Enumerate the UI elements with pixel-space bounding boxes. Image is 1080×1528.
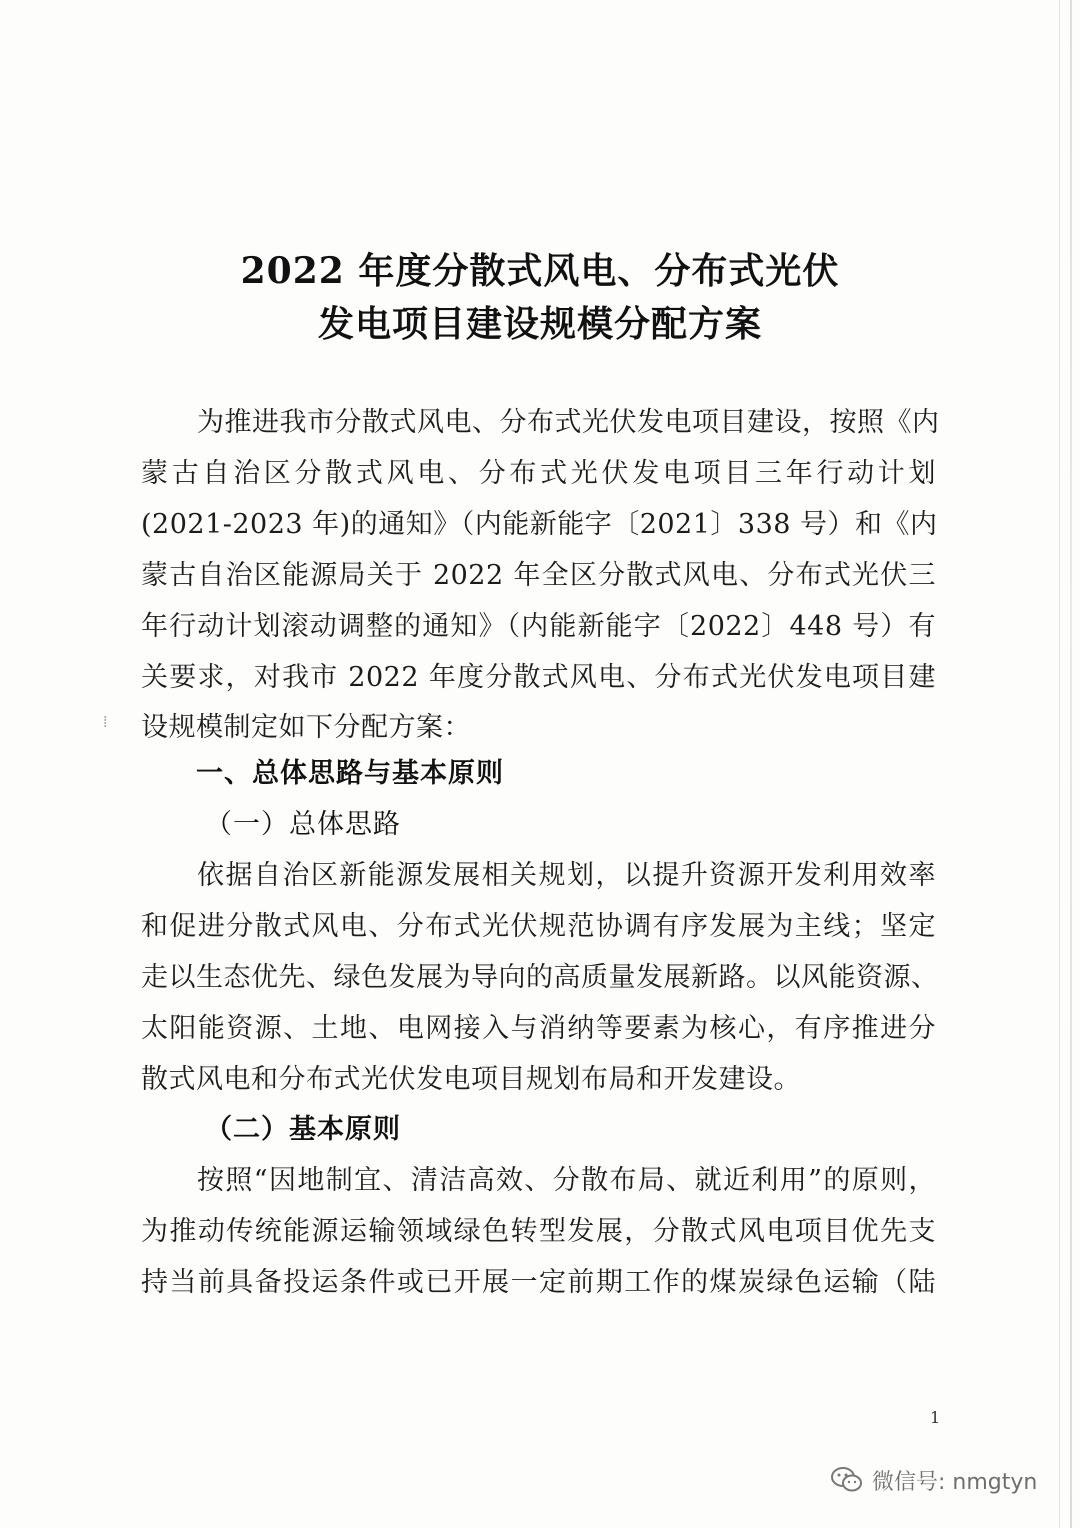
- wechat-watermark: [830, 1464, 1037, 1496]
- subsection-2-heading: （二）基本原则: [205, 1114, 401, 1145]
- margin-mark: ⁞: [103, 712, 108, 731]
- document-title-line-2: 发电项目建设规模分配方案: [317, 303, 762, 345]
- document-title-line-1: 2022 年度分散式风电、分布式光伏: [240, 250, 840, 292]
- watermark-text: 微信号: nmgtyn: [872, 1469, 1038, 1495]
- paragraph-1-line: 蒙古自治区能源局关于 2022 年全区分散式风电、分布式光伏三: [141, 560, 936, 591]
- page-number: 1: [930, 1408, 941, 1427]
- paragraph-1-line: 为推进我市分散式风电、分布式光伏发电项目建设，按照《内: [197, 407, 940, 438]
- paragraph-3-line: 为推动传统能源运输领域绿色转型发展，分散式风电项目优先支: [141, 1216, 936, 1247]
- paragraph-2-line: 依据自治区新能源发展相关规划，以提升资源开发利用效率: [197, 860, 936, 891]
- scan-edge-line: [1059, 0, 1060, 1528]
- paragraph-1-line: 蒙古自治区分散式风电、分布式光伏发电项目三年行动计划: [141, 458, 936, 489]
- paragraph-1-line: 设规模制定如下分配方案：: [141, 712, 471, 743]
- paragraph-1-line: (2021-2023 年)的通知》（内能新能字〔2021〕338 号）和《内: [141, 509, 938, 540]
- subsection-1-heading: （一）总体思路: [205, 809, 401, 840]
- paragraph-1-line: 关要求，对我市 2022 年度分散式风电、分布式光伏发电项目建: [141, 662, 936, 693]
- paragraph-2-line: 太阳能资源、土地、电网接入与消纳等要素为核心，有序推进分: [141, 1013, 936, 1044]
- section-1-heading: 一、总体思路与基本原则: [196, 758, 504, 789]
- scan-edge-shadow: [1070, 0, 1072, 1528]
- paragraph-2-line: 和促进分散式风电、分布式光伏规范协调有序发展为主线；坚定: [141, 911, 936, 942]
- paragraph-3-line: 按照“因地制宜、清洁高效、分散布局、就近利用”的原则，: [197, 1165, 936, 1196]
- paragraph-2-line: 散式风电和分布式光伏发电项目规划布局和开发建设。: [141, 1064, 801, 1095]
- wechat-icon: [830, 1465, 864, 1495]
- paragraph-3-line: 持当前具备投运条件或已开展一定前期工作的煤炭绿色运输（陆: [141, 1267, 936, 1298]
- paragraph-2-line: 走以生态优先、绿色发展为导向的高质量发展新路。以风能资源、: [141, 962, 939, 993]
- paragraph-1-line: 年行动计划滚动调整的通知》（内能新能字〔2022〕448 号）有: [141, 611, 936, 642]
